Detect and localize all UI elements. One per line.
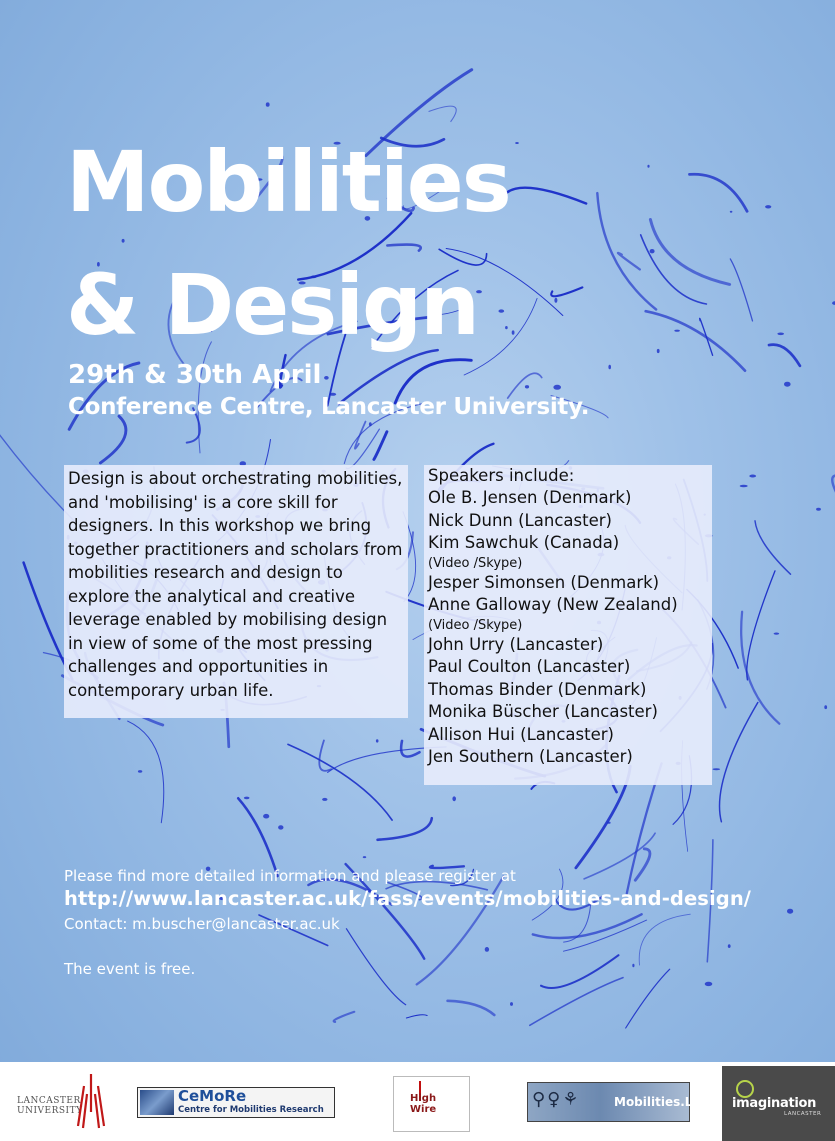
speaker-name: Paul Coulton (Lancaster) bbox=[428, 657, 631, 676]
speaker-item bbox=[428, 656, 712, 679]
highwire-logo: High Wire bbox=[393, 1076, 470, 1132]
speaker-name: Ole B. Jensen (Denmark) bbox=[428, 488, 632, 507]
speaker-name: Jesper Simonsen (Denmark) bbox=[428, 572, 660, 592]
speakers-heading: Speakers include: bbox=[428, 466, 575, 485]
lancaster-university-logo: LANCASTER UNIVERSITY bbox=[12, 1068, 112, 1134]
speaker-name: Jen Southern (Lancaster) bbox=[428, 747, 633, 766]
imagination-lancaster-logo: imagination LANCASTER bbox=[722, 1066, 835, 1141]
speaker-item bbox=[428, 679, 712, 702]
speaker-name: John Urry (Lancaster) bbox=[428, 634, 604, 654]
event-venue: Conference Centre, Lancaster University. bbox=[68, 394, 590, 420]
description-box: Design is about orchestrating mobilities, and 'mobilising' is a core skill for designers. In this workshop we bring together practitioners and scholars from mobilities research and design to explore the analytical and creative leverage enabled by mobilising design in view of some of the most pressing challenges and opportunities in contemporary urban life. bbox=[64, 465, 408, 718]
poster-title-line2: & Design bbox=[66, 256, 478, 354]
speaker-item bbox=[428, 724, 712, 747]
contact-email[interactable]: Contact: m.buscher@lancaster.ac.uk bbox=[64, 915, 340, 933]
speakers-box bbox=[424, 465, 712, 785]
free-event-note: The event is free. bbox=[64, 960, 196, 978]
cemore-image-icon bbox=[140, 1090, 174, 1115]
speaker-note: (Video /Skype) bbox=[428, 617, 523, 633]
speaker-name: Anne Galloway (New Zealand) bbox=[428, 595, 678, 614]
mobilities-lab-logo: ⚲♀⚘ Mobilities.Lab bbox=[527, 1082, 690, 1122]
event-dates: 29th & 30th April bbox=[68, 360, 322, 390]
speaker-item bbox=[428, 532, 712, 572]
speaker-name: Allison Hui (Lancaster) bbox=[428, 724, 614, 744]
registration-info: Please find more detailed information and please register at bbox=[64, 867, 516, 885]
speaker-item bbox=[428, 487, 712, 510]
speaker-item bbox=[428, 594, 712, 634]
speaker-name: Monika Büscher (Lancaster) bbox=[428, 702, 658, 721]
cemore-logo: CeMoRe Centre for Mobilities Research bbox=[137, 1087, 335, 1118]
registration-link[interactable]: http://www.lancaster.ac.uk/fass/events/mobilities-and-design/ bbox=[64, 887, 752, 910]
speaker-note: (Video /Skype) bbox=[428, 555, 523, 571]
mobility-figures-icon: ⚲♀⚘ bbox=[532, 1089, 581, 1110]
lancaster-crest-icon bbox=[74, 1072, 108, 1130]
speaker-name: Kim Sawchuk (Canada) bbox=[428, 533, 620, 552]
speaker-item bbox=[428, 701, 712, 724]
speaker-item bbox=[428, 746, 712, 769]
speaker-item bbox=[428, 634, 712, 657]
poster-title-line1: Mobilities bbox=[66, 133, 510, 231]
speaker-name: Nick Dunn (Lancaster) bbox=[428, 510, 612, 530]
speaker-item bbox=[428, 572, 712, 595]
speaker-list bbox=[428, 487, 712, 769]
speaker-item bbox=[428, 510, 712, 533]
sponsor-logo-bar bbox=[0, 1062, 835, 1141]
speaker-name: Thomas Binder (Denmark) bbox=[428, 679, 647, 699]
